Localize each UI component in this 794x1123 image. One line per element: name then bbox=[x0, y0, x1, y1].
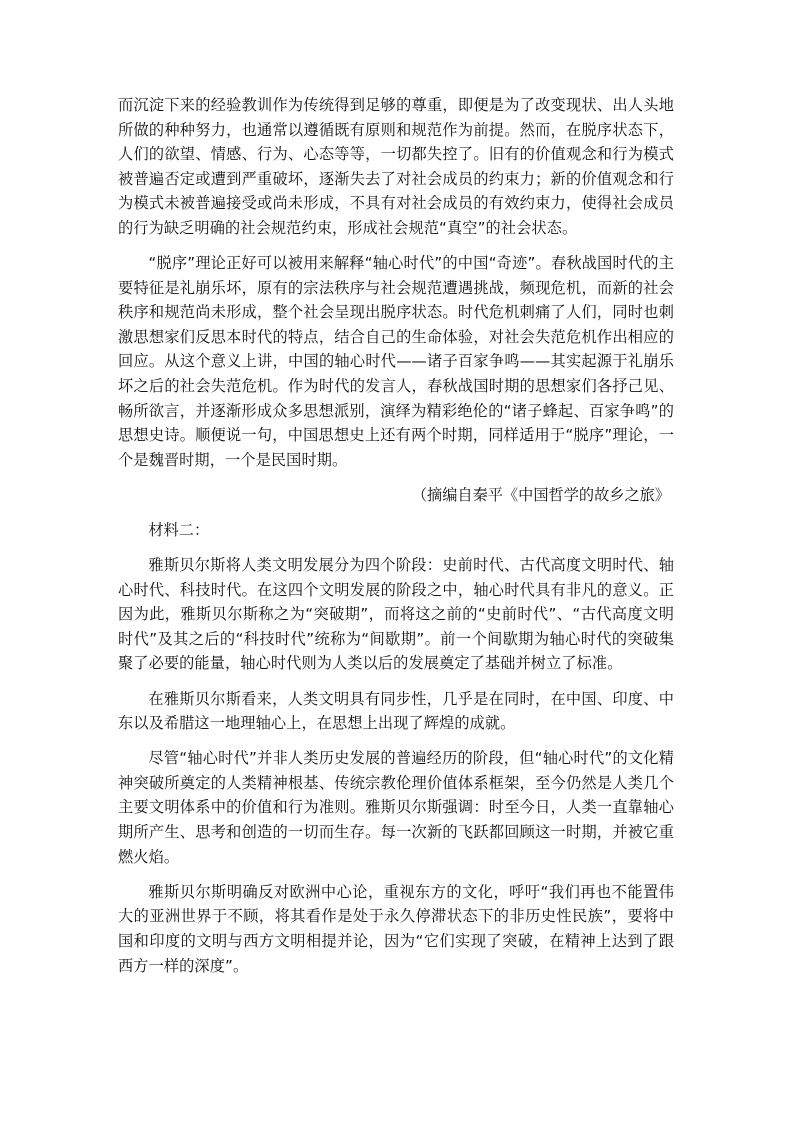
paragraph-gap bbox=[118, 736, 674, 747]
paragraph-gap bbox=[118, 543, 674, 554]
paragraph-gap bbox=[118, 241, 674, 252]
document-page bbox=[118, 93, 674, 978]
paragraph-synchronicity: 在雅斯贝尔斯看来，人类文明具有同步性，几乎是在同时，在中国、印度、中东以及希腊这一地理轴心上，在思想上出现了辉煌的成就。 bbox=[118, 689, 674, 733]
paragraph-spiritual-foundation: 尽管“轴心时代”并非人类历史发展的普遍经历的阶段，但“轴心时代”的文化精神突破所奠定的人类精神根基、传统宗教伦理价值体系框架，至今仍然是人类几个主要文明体系中的价值和行为准则。雅斯贝尔斯强调：时至今日，人类一直靠轴心期所产生、思考和创造的一切而生存。每一次新的飞跃都回顾这一时期，并被它重燃火焰。 bbox=[118, 749, 674, 866]
paragraph-gap bbox=[118, 508, 674, 519]
paragraph-gap bbox=[118, 676, 674, 687]
paragraph-gap bbox=[118, 869, 674, 880]
paragraph-tuoxu-theory: “脱序”理论正好可以被用来解释“轴心时代”的中国“奇迹”。春秋战国时代的主要特征是礼崩乐坏，原有的宗法秩序与社会规范遭遇挑战，频现危机，而新的社会秩序和规范尚未形成，整个社会呈现出脱序状态。时代危机刺痛了人们，同时也刺激思想家们反思本时代的特点，结合自己的生命体验，对社会失范危机作出相应的回应。从这个意义上讲，中国的轴心时代——诸子百家争鸣——其实起源于礼崩乐坏之后的社会失范危机。作为时代的发言人，春秋战国时期的思想家们各抒己见、畅所欲言，并逐渐形成众多思想派别，演绎为精彩绝伦的“诸子蜂起、百家争鸣”的思想史诗。顺便说一句，中国思想史上还有两个时期，同样适用于“脱序”理论，一个是魏晋时期，一个是民国时期。 bbox=[118, 254, 674, 469]
paragraph-gap bbox=[118, 472, 674, 483]
source-citation: （摘编自秦平《中国哲学的故乡之旅》 bbox=[411, 485, 670, 504]
paragraph-against-eurocentrism: 雅斯贝尔斯明确反对欧洲中心论，重视东方的文化，呼吁“我们再也不能置伟大的亚洲世界于不顾，将其看作是处于永久停滞状态下的非历史性民族”，要将中国和印度的文明与西方文明相提并论，因为“它们实现了突破，在精神上达到了跟西方一样的深度”。 bbox=[118, 882, 674, 975]
paragraph-four-stages: 雅斯贝尔斯将人类文明发展分为四个阶段：史前时代、古代高度文明时代、轴心时代、科技时代。在这四个文明发展的阶段之中，轴心时代具有非凡的意义。正因为此，雅斯贝尔斯称之为“突破期”，而将这之前的“史前时代”、“古代高度文明时代”及其之后的“科技时代”统称为“间歇期”。前一个间歇期为轴心时代的突破集聚了必要的能量，轴心时代则为人类以后的发展奠定了基础并树立了标准。 bbox=[118, 556, 674, 673]
paragraph-continuation: 而沉淀下来的经验教训作为传统得到足够的尊重，即便是为了改变现状、出人头地所做的种种努力，也通常以遵循既有原则和规范作为前提。然而，在脱序状态下，人们的欲望、情感、行为、心态等等，一切都失控了。旧有的价值观念和行为模式被普遍否定或遭到严重破坏，逐渐失去了对社会成员的约束力；新的价值观念和行为模式未被普遍接受或尚未形成，不具有对社会成员的有效约束力，使得社会成员的行为缺乏明确的社会规范约束，形成社会规范“真空”的社会状态。 bbox=[118, 96, 674, 237]
material-two-heading: 材料二： bbox=[148, 521, 210, 539]
